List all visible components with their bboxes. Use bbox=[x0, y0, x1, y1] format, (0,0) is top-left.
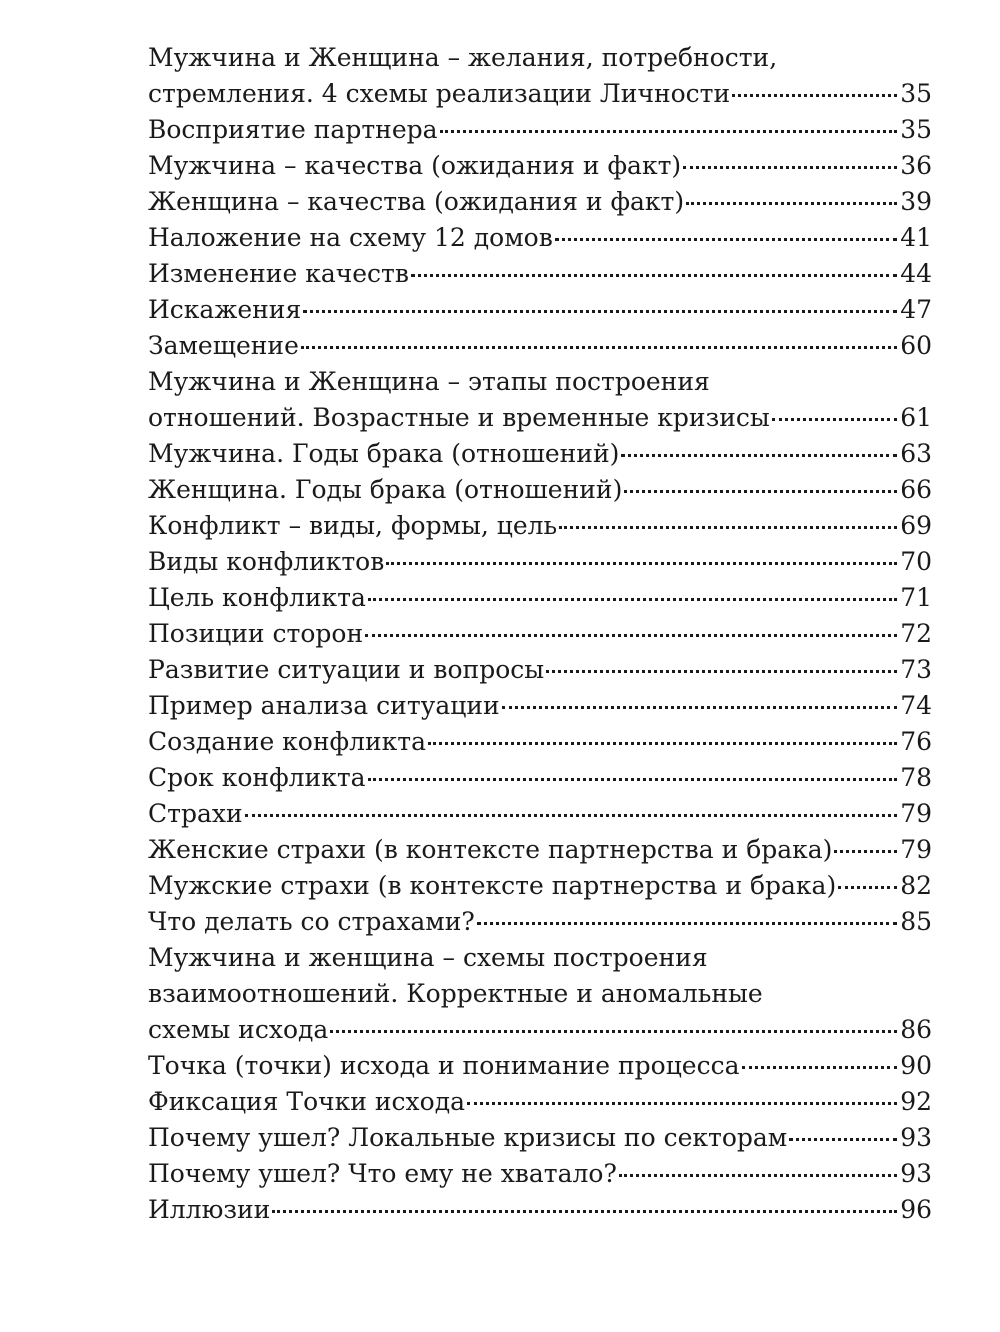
dot-leader bbox=[546, 670, 897, 673]
toc-entry-title: Конфликт – виды, формы, цель bbox=[148, 511, 558, 540]
toc-entry bbox=[148, 1120, 932, 1156]
toc-page-number: 90 bbox=[900, 1051, 932, 1080]
dot-leader bbox=[502, 706, 898, 709]
toc-entry bbox=[148, 868, 932, 904]
toc-entry-row bbox=[148, 1156, 932, 1192]
toc-entry-title: Пример анализа ситуации bbox=[148, 691, 500, 720]
toc-page-number: 93 bbox=[900, 1123, 932, 1152]
dot-leader bbox=[272, 1210, 897, 1213]
toc-entry bbox=[148, 148, 932, 184]
dot-leader bbox=[742, 1066, 898, 1069]
toc-page-number: 61 bbox=[900, 403, 932, 432]
toc-entry-row bbox=[148, 832, 932, 868]
toc-entry bbox=[148, 436, 932, 472]
dot-leader bbox=[467, 1102, 897, 1105]
toc-page-number: 44 bbox=[900, 259, 932, 288]
dot-leader bbox=[440, 130, 898, 133]
toc-entry-title: схемы исхода bbox=[148, 1015, 329, 1044]
toc-entry-row bbox=[148, 112, 932, 148]
toc-entry-row bbox=[148, 904, 932, 940]
dot-leader bbox=[330, 1030, 897, 1033]
dot-leader bbox=[555, 238, 897, 241]
toc-entry-title: Фиксация Точки исхода bbox=[148, 1087, 466, 1116]
toc-page-number: 35 bbox=[900, 115, 932, 144]
dot-leader bbox=[368, 778, 898, 781]
toc-entry bbox=[148, 184, 932, 220]
toc-page-number: 82 bbox=[900, 871, 932, 900]
toc-page-number: 47 bbox=[900, 295, 932, 324]
toc-entry-title: Восприятие партнера bbox=[148, 115, 438, 144]
toc-entry-row bbox=[148, 328, 932, 364]
toc-page-number: 72 bbox=[900, 619, 932, 648]
toc-entry-row bbox=[148, 688, 932, 724]
toc-entry-row bbox=[148, 868, 932, 904]
toc-entry bbox=[148, 760, 932, 796]
toc-entry-title: Замещение bbox=[148, 331, 299, 360]
dot-leader bbox=[834, 850, 897, 853]
toc-entry-row bbox=[148, 1084, 932, 1120]
toc-entry-title: стремления. 4 схемы реализации Личности bbox=[148, 79, 731, 108]
toc-entry-row bbox=[148, 796, 932, 832]
toc-entry-title: Что делать со страхами? bbox=[148, 907, 475, 936]
dot-leader bbox=[559, 526, 897, 529]
toc-entry bbox=[148, 796, 932, 832]
toc-page-number: 73 bbox=[900, 655, 932, 684]
toc-entry bbox=[148, 40, 932, 112]
toc-page-number: 69 bbox=[900, 511, 932, 540]
toc-page-number: 74 bbox=[900, 691, 932, 720]
toc-entry-title-line: Мужчина и Женщина – желания, потребности, bbox=[148, 43, 778, 72]
toc-entry-row bbox=[148, 256, 932, 292]
toc-page-number: 76 bbox=[900, 727, 932, 756]
toc-entry-title: Иллюзии bbox=[148, 1195, 271, 1224]
toc-entry bbox=[148, 1084, 932, 1120]
toc-entry bbox=[148, 580, 932, 616]
toc-page-number: 79 bbox=[900, 835, 932, 864]
toc-entry-row bbox=[148, 400, 932, 436]
toc-entry-title: Почему ушел? Локальные кризисы по секторам bbox=[148, 1123, 788, 1152]
toc-entry bbox=[148, 1156, 932, 1192]
toc-entry-row bbox=[148, 508, 932, 544]
toc-entry bbox=[148, 832, 932, 868]
toc-entry-title: Почему ушел? Что ему не хватало? bbox=[148, 1159, 617, 1188]
toc-entry-title: Женщина. Годы брака (отношений) bbox=[148, 475, 623, 504]
toc-entry-row bbox=[148, 544, 932, 580]
toc-entry-row bbox=[148, 760, 932, 796]
toc-entry-row bbox=[148, 1120, 932, 1156]
dot-leader bbox=[683, 166, 897, 169]
toc-entry-row bbox=[148, 1048, 932, 1084]
toc-entry-title: отношений. Возрастные и временные кризисы bbox=[148, 403, 770, 432]
toc-page-number: 36 bbox=[900, 151, 932, 180]
toc-entry-row bbox=[148, 436, 932, 472]
dot-leader bbox=[686, 202, 897, 205]
dot-leader bbox=[772, 418, 897, 421]
toc-entry-title: Мужские страхи (в контексте партнерства и брака) bbox=[148, 871, 837, 900]
toc-entry-row bbox=[148, 472, 932, 508]
toc-page-number: 63 bbox=[900, 439, 932, 468]
toc-page-number: 35 bbox=[900, 79, 932, 108]
toc-entry-title: Создание конфликта bbox=[148, 727, 426, 756]
toc-entry bbox=[148, 544, 932, 580]
toc-entry-row bbox=[148, 616, 932, 652]
toc-page-number: 71 bbox=[900, 583, 932, 612]
toc-entry-row bbox=[148, 580, 932, 616]
toc-entry-title: Позиции сторон bbox=[148, 619, 364, 648]
toc-entry bbox=[148, 652, 932, 688]
toc-entry-row bbox=[148, 184, 932, 220]
table-of-contents bbox=[148, 40, 932, 1228]
toc-entry-title: Цель конфликта bbox=[148, 583, 366, 612]
dot-leader bbox=[386, 562, 897, 565]
toc-entry bbox=[148, 220, 932, 256]
toc-entry bbox=[148, 688, 932, 724]
toc-entry-title: Срок конфликта bbox=[148, 763, 366, 792]
toc-entry-title: Изменение качеств bbox=[148, 259, 409, 288]
toc-entry-row bbox=[148, 1012, 932, 1048]
toc-entry-row bbox=[148, 652, 932, 688]
toc-page-number: 41 bbox=[900, 223, 932, 252]
toc-entry bbox=[148, 508, 932, 544]
dot-leader bbox=[411, 274, 897, 277]
toc-page-number: 78 bbox=[900, 763, 932, 792]
toc-page-number: 92 bbox=[900, 1087, 932, 1116]
dot-leader bbox=[365, 634, 897, 637]
toc-page-number: 93 bbox=[900, 1159, 932, 1188]
toc-page-number: 85 bbox=[900, 907, 932, 936]
dot-leader bbox=[789, 1138, 897, 1141]
dot-leader bbox=[838, 886, 897, 889]
toc-entry bbox=[148, 904, 932, 940]
toc-entry-row bbox=[148, 724, 932, 760]
dot-leader bbox=[621, 454, 897, 457]
toc-entry bbox=[148, 724, 932, 760]
toc-entry-title: Точка (точки) исхода и понимание процесса bbox=[148, 1051, 740, 1080]
toc-entry-title: Виды конфликтов bbox=[148, 547, 385, 576]
toc-entry bbox=[148, 1192, 932, 1228]
toc-entry-title-line: Мужчина и Женщина – этапы построения bbox=[148, 367, 710, 396]
toc-entry-title: Страхи bbox=[148, 799, 243, 828]
toc-page-number: 66 bbox=[900, 475, 932, 504]
toc-page-number: 70 bbox=[900, 547, 932, 576]
toc-page-number: 60 bbox=[900, 331, 932, 360]
toc-page-number: 79 bbox=[900, 799, 932, 828]
dot-leader bbox=[732, 94, 897, 97]
toc-entry bbox=[148, 616, 932, 652]
toc-entry-title: Искажения bbox=[148, 295, 302, 324]
dot-leader bbox=[368, 598, 897, 601]
toc-page-number: 39 bbox=[900, 187, 932, 216]
toc-entry-title: Мужчина. Годы брака (отношений) bbox=[148, 439, 620, 468]
toc-entry bbox=[148, 940, 932, 1048]
toc-entry bbox=[148, 256, 932, 292]
toc-entry-title: Женщина – качества (ожидания и факт) bbox=[148, 187, 685, 216]
toc-entry bbox=[148, 364, 932, 436]
toc-entry-title-line: Мужчина и женщина – схемы построения bbox=[148, 943, 708, 972]
toc-entry bbox=[148, 112, 932, 148]
toc-entry bbox=[148, 292, 932, 328]
dot-leader bbox=[303, 310, 897, 313]
toc-entry-title: Женские страхи (в контексте партнерства и брака) bbox=[148, 835, 833, 864]
toc-entry-row bbox=[148, 1192, 932, 1228]
toc-entry-title: Наложение на схему 12 домов bbox=[148, 223, 553, 252]
toc-entry-row bbox=[148, 76, 932, 112]
dot-leader bbox=[624, 490, 897, 493]
toc-entry-row bbox=[148, 220, 932, 256]
toc-page-number: 86 bbox=[900, 1015, 932, 1044]
dot-leader bbox=[619, 1174, 897, 1177]
dot-leader bbox=[245, 814, 898, 817]
dot-leader bbox=[477, 922, 897, 925]
toc-entry-row bbox=[148, 148, 932, 184]
toc-entry-row bbox=[148, 292, 932, 328]
toc-page-number: 96 bbox=[900, 1195, 932, 1224]
toc-entry-title-line: взаимоотношений. Корректные и аномальные bbox=[148, 979, 763, 1008]
toc-entry bbox=[148, 472, 932, 508]
toc-entry-title: Мужчина – качества (ожидания и факт) bbox=[148, 151, 682, 180]
toc-entry bbox=[148, 1048, 932, 1084]
dot-leader bbox=[301, 346, 897, 349]
toc-entry bbox=[148, 328, 932, 364]
dot-leader bbox=[428, 742, 897, 745]
toc-entry-title: Развитие ситуации и вопросы bbox=[148, 655, 545, 684]
